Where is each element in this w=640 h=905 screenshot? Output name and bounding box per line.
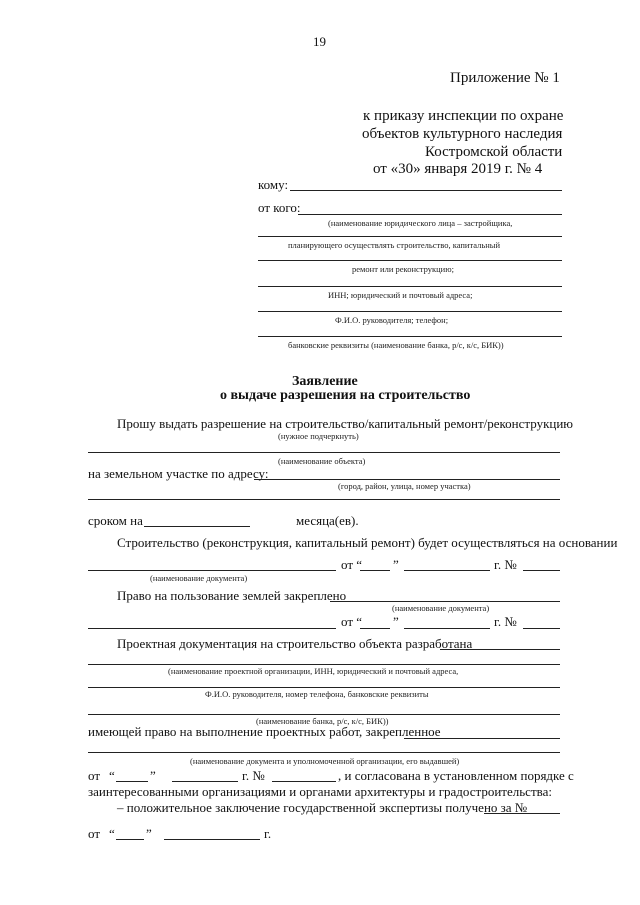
land-right-field[interactable] [330, 601, 560, 602]
license-caption: (наименование документа и уполномоченной организации, его выдавшей) [190, 756, 460, 766]
land-number-field[interactable] [523, 628, 560, 629]
agreed-year-label: г. № [242, 768, 265, 783]
land-from-close: ” [393, 614, 399, 629]
object-name-field[interactable] [88, 452, 560, 453]
request-text: Прошу выдать разрешение на строительство/капитальный ремонт/реконструкцию [117, 416, 574, 431]
basis-number-field[interactable] [523, 570, 560, 571]
license-text: имеющей право на выполнение проектных работ, закрепленное [88, 724, 441, 739]
land-month-field[interactable] [404, 628, 490, 629]
project-doc-text: Проектная документация на строительство объекта разработана [117, 636, 473, 651]
agreed-number-field[interactable] [272, 781, 336, 782]
basis-from-close: ” [393, 557, 399, 572]
heading-title: Заявление [292, 374, 358, 389]
basis-year-label: г. № [494, 557, 517, 572]
from-caption-3: ремонт или реконструкцию; [352, 264, 454, 274]
basis-month-field[interactable] [404, 570, 490, 571]
basis-day-field[interactable] [360, 570, 390, 571]
appendix-title: Приложение № 1 [450, 70, 560, 86]
address-field-2[interactable] [88, 499, 560, 500]
address-field[interactable] [254, 479, 560, 480]
from-label: от кого: [258, 200, 301, 215]
heading-subtitle: о выдаче разрешения на строительство [220, 388, 471, 403]
agreed-from-label: от [88, 768, 101, 783]
underline-note: (нужное подчеркнуть) [278, 431, 359, 441]
basis-doc-caption: (наименование документа) [150, 573, 248, 583]
org-caption-1: (наименование проектной организации, ИНН, юридический и почтовый адреса, [168, 666, 459, 676]
land-from-open: от “ [341, 614, 363, 629]
expertise-text: – положительное заключение государственной экспертизы получено за № [117, 800, 528, 815]
term-field[interactable] [144, 526, 250, 527]
land-year-label: г. № [494, 614, 517, 629]
months-label: месяца(ев). [296, 513, 359, 528]
page-number: 19 [313, 34, 326, 49]
basis-doc-field[interactable] [88, 570, 336, 571]
from-caption-2: планирующего осуществлять строительство, капитальный [288, 240, 501, 250]
from-caption-5: Ф.И.О. руководителя; телефон; [335, 315, 449, 325]
final-quote-open: “ [109, 826, 115, 841]
from-caption-1: (наименование юридического лица – застройщика, [328, 218, 513, 228]
appendix-line-4: от «30» января 2019 г. № 4 [373, 161, 543, 177]
basis-text: Строительство (реконструкция, капитальный ремонт) будет осуществляться на основании [117, 535, 618, 550]
land-right-field-2[interactable] [88, 628, 336, 629]
project-org-field[interactable] [440, 649, 560, 650]
project-org-field-3[interactable] [88, 687, 560, 688]
license-field[interactable] [404, 738, 560, 739]
object-name-caption: (наименование объекта) [278, 456, 366, 466]
from-field[interactable] [298, 214, 562, 215]
from-field-2[interactable] [258, 236, 562, 237]
address-caption: (город, район, улица, номер участка) [338, 481, 471, 491]
agreed-quote-open: “ [109, 768, 115, 783]
land-day-field[interactable] [360, 628, 390, 629]
from-field-5[interactable] [258, 311, 562, 312]
agreed-month-field[interactable] [172, 781, 238, 782]
from-caption-6: банковские реквизиты (наименование банка, р/с, к/с, БИК)) [288, 340, 504, 350]
agreed-text: , и согласована в установленном порядке с [338, 768, 574, 783]
from-field-6[interactable] [258, 336, 562, 337]
land-right-text: Право на пользование землей закреплено [117, 588, 347, 603]
final-quote-close: ” [146, 826, 152, 841]
final-year-label: г. [264, 826, 272, 841]
org-caption-3: (наименование банка, р/с, к/с, БИК)) [256, 716, 389, 726]
to-label: кому: [258, 177, 289, 192]
final-day-field[interactable] [116, 839, 144, 840]
agreed-text-2: заинтересованными организациями и органами архитектуры и градостроительства: [88, 784, 552, 799]
from-caption-4: ИНН; юридический и почтовый адреса; [328, 290, 473, 300]
basis-from-open: от “ [341, 557, 363, 572]
license-field-2[interactable] [88, 752, 560, 753]
expertise-number-field[interactable] [484, 813, 560, 814]
from-field-3[interactable] [258, 260, 562, 261]
appendix-line-2: объектов культурного наследия [362, 126, 563, 142]
land-plot-label: на земельном участке по адресу: [88, 466, 269, 481]
agreed-day-field[interactable] [116, 781, 148, 782]
org-caption-2: Ф.И.О. руководителя, номер телефона, банковские реквизиты [205, 689, 429, 699]
project-org-field-4[interactable] [88, 714, 560, 715]
appendix-line-3: Костромской области [425, 144, 563, 160]
to-field[interactable] [290, 190, 562, 191]
land-right-caption: (наименование документа) [392, 603, 490, 613]
final-from-label: от [88, 826, 101, 841]
term-label: сроком на [88, 513, 143, 528]
agreed-quote-close: ” [150, 768, 156, 783]
final-month-field[interactable] [164, 839, 260, 840]
project-org-field-2[interactable] [88, 664, 560, 665]
appendix-line-1: к приказу инспекции по охране [363, 108, 564, 124]
from-field-4[interactable] [258, 286, 562, 287]
